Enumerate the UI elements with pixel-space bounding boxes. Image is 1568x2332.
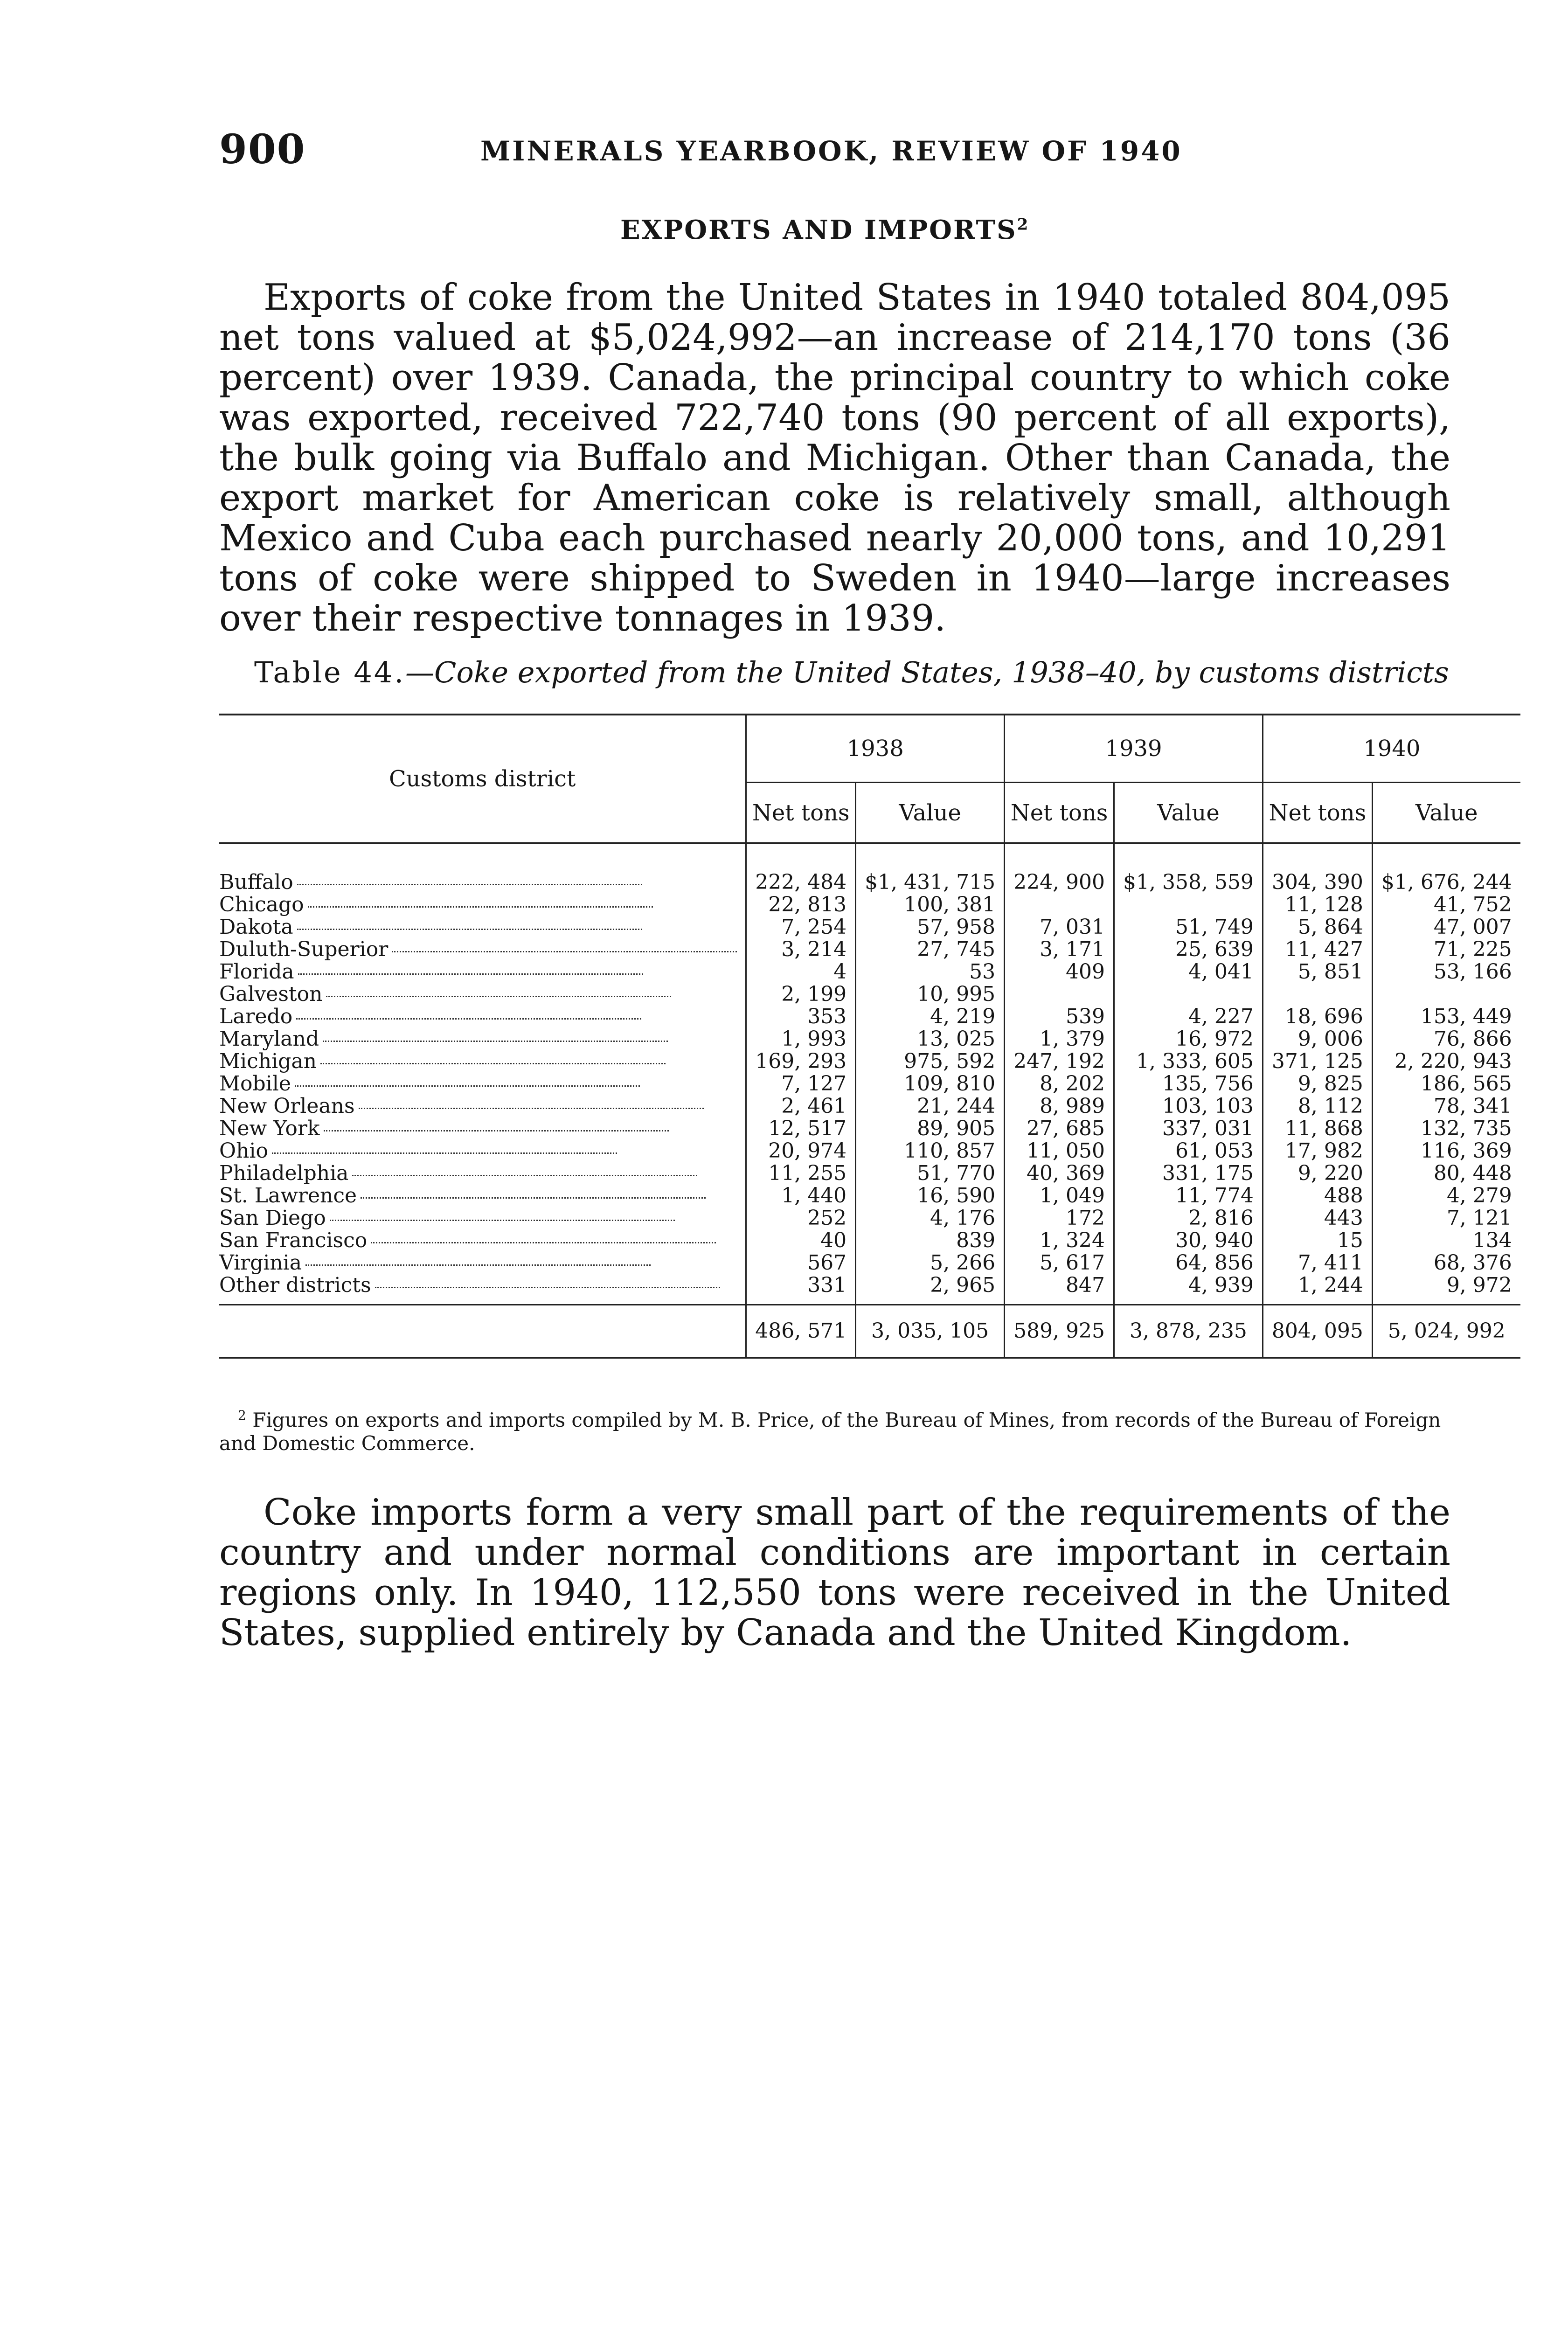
total-cell: 804, 095 [1263,1305,1372,1358]
value-cell: 4, 939 [1114,1274,1263,1305]
value-cell: 80, 448 [1372,1162,1520,1185]
value-cell: 135, 756 [1114,1073,1263,1095]
district-name: Other districts [219,1274,373,1297]
district-name: San Diego [219,1207,328,1229]
net-tons-cell: 1, 324 [1005,1229,1114,1252]
net-tons-header: Net tons [1263,783,1372,844]
district-cell [219,1229,746,1252]
value-cell: 331, 175 [1114,1162,1263,1185]
table-row [219,1117,1520,1140]
district-name: Ohio [219,1140,270,1162]
value-cell: 1, 333, 605 [1114,1050,1263,1073]
district-cell [219,1028,746,1050]
value-cell: 153, 449 [1372,1006,1520,1028]
table-body [219,843,1520,1305]
net-tons-cell: 7, 254 [746,916,856,938]
table-row [219,916,1520,938]
page-header [219,126,1478,177]
exports-paragraph: Exports of coke from the United States in 1940 totaled 804,095 net tons valued at $5,024,992—an increase of 214,170 tons (36 percent) over 1939. Canada, the principal country to which coke was exported, received 722,740 tons (90 percent of all exports), the bulk going via Buffalo and Michigan. Other than Canada, the export market for American coke is relatively small, although Mexico and Cuba each purchased nearly 20,000 tons, and 10,291 tons of coke were shipped to Sweden in 1940—large increases over their respective tonnages in 1939. [219,277,1450,639]
dot-leader [359,1108,704,1109]
value-cell: $1, 676, 244 [1372,843,1520,894]
net-tons-cell [1005,983,1114,1006]
district-name: Michigan [219,1050,319,1073]
value-cell: 9, 972 [1372,1274,1520,1305]
net-tons-cell: 1, 440 [746,1185,856,1207]
table-row [219,1274,1520,1305]
net-tons-cell: 11, 427 [1263,938,1372,961]
value-cell: 53, 166 [1372,961,1520,983]
value-cell: 78, 341 [1372,1095,1520,1117]
value-cell: 51, 749 [1114,916,1263,938]
table-row [219,1185,1520,1207]
net-tons-cell: 222, 484 [746,843,856,894]
total-cell: 3, 035, 105 [856,1305,1005,1358]
net-tons-cell: 17, 982 [1263,1140,1372,1162]
net-tons-header: Net tons [1005,783,1114,844]
table-caption-text: —Coke exported from the United States, 1938–40, by customs districts [405,655,1449,689]
year-header-1939: 1939 [1005,715,1263,783]
total-cell: 5, 024, 992 [1372,1305,1520,1358]
district-cell [219,1117,746,1140]
net-tons-cell: 224, 900 [1005,843,1114,894]
table-row [219,1162,1520,1185]
dot-leader [297,929,642,930]
net-tons-cell: 488 [1263,1185,1372,1207]
district-cell [219,961,746,983]
total-cell: 3, 878, 235 [1114,1305,1263,1358]
net-tons-header: Net tons [746,783,856,844]
dot-leader [296,1018,641,1020]
value-cell: 16, 972 [1114,1028,1263,1050]
net-tons-cell: 9, 006 [1263,1028,1372,1050]
value-cell: 51, 770 [856,1162,1005,1185]
dot-leader [305,1264,651,1266]
value-cell: 2, 816 [1114,1207,1263,1229]
table-row [219,938,1520,961]
net-tons-cell: 3, 171 [1005,938,1114,961]
district-cell [219,916,746,938]
value-cell: 68, 376 [1372,1252,1520,1274]
value-cell: 53 [856,961,1005,983]
section-title-text: EXPORTS AND IMPORTS [620,215,1017,245]
net-tons-cell: 567 [746,1252,856,1274]
district-cell [219,1140,746,1162]
net-tons-cell: 20, 974 [746,1140,856,1162]
table-row [219,1073,1520,1095]
value-cell: 64, 856 [1114,1252,1263,1274]
value-cell: 109, 810 [856,1073,1005,1095]
total-cell: 486, 571 [746,1305,856,1358]
net-tons-cell: 11, 050 [1005,1140,1114,1162]
footnote [219,1404,1450,1455]
net-tons-cell: 1, 049 [1005,1185,1114,1207]
value-cell: 16, 590 [856,1185,1005,1207]
district-cell [219,1207,746,1229]
district-cell [219,1073,746,1095]
value-cell: 4, 041 [1114,961,1263,983]
dot-leader [352,1175,697,1176]
net-tons-cell: 7, 411 [1263,1252,1372,1274]
value-cell: 41, 752 [1372,894,1520,916]
value-cell: 4, 219 [856,1006,1005,1028]
table-row [219,894,1520,916]
table-row [219,1095,1520,1117]
year-header-1938: 1938 [746,715,1005,783]
value-cell: 2, 220, 943 [1372,1050,1520,1073]
dot-leader [298,973,643,975]
net-tons-cell: 443 [1263,1207,1372,1229]
district-name: San Francisco [219,1229,369,1252]
footnote-text: Figures on exports and imports compiled by M. B. Price, of the Bureau of Mines, from records of the Bureau of Foreign and Domestic Commerce. [219,1409,1441,1455]
value-cell: 975, 592 [856,1050,1005,1073]
table-caption [254,655,1449,689]
value-cell: 10, 995 [856,983,1005,1006]
page-number: 900 [219,126,306,173]
net-tons-cell: 22, 813 [746,894,856,916]
district-name: Florida [219,961,296,983]
value-cell: 89, 905 [856,1117,1005,1140]
dot-leader [297,884,642,885]
net-tons-cell [1263,983,1372,1006]
table-row [219,1207,1520,1229]
value-cell: 4, 279 [1372,1185,1520,1207]
net-tons-cell: 1, 993 [746,1028,856,1050]
net-tons-cell: 353 [746,1006,856,1028]
net-tons-cell: 15 [1263,1229,1372,1252]
net-tons-cell: 3, 214 [746,938,856,961]
net-tons-cell: 331 [746,1274,856,1305]
value-cell: 21, 244 [856,1095,1005,1117]
net-tons-cell: 8, 202 [1005,1073,1114,1095]
net-tons-cell: 252 [746,1207,856,1229]
table-row [219,843,1520,894]
value-cell: 57, 958 [856,916,1005,938]
dot-leader [375,1287,720,1288]
coke-exports-table-container [219,714,1512,1359]
value-cell: 27, 745 [856,938,1005,961]
net-tons-cell: 4 [746,961,856,983]
net-tons-cell: 2, 461 [746,1095,856,1117]
dot-leader [272,1152,617,1154]
district-cell [219,938,746,961]
value-cell: 4, 227 [1114,1006,1263,1028]
dot-leader [324,1130,669,1131]
net-tons-cell: 5, 864 [1263,916,1372,938]
totals-row [219,1305,1520,1358]
year-header-1940: 1940 [1263,715,1520,783]
net-tons-cell: 40 [746,1229,856,1252]
value-cell: 839 [856,1229,1005,1252]
net-tons-cell: 12, 517 [746,1117,856,1140]
value-header: Value [1114,783,1263,844]
district-cell [219,843,746,894]
net-tons-cell: 11, 255 [746,1162,856,1185]
table-label: Table 44. [254,655,406,689]
district-name: Maryland [219,1028,321,1050]
value-cell: 100, 381 [856,894,1005,916]
net-tons-cell: 8, 989 [1005,1095,1114,1117]
district-name: New Orleans [219,1095,357,1117]
district-name: St. Lawrence [219,1185,359,1207]
value-cell: 30, 940 [1114,1229,1263,1252]
value-cell: 7, 121 [1372,1207,1520,1229]
table-row [219,961,1520,983]
net-tons-cell: 40, 369 [1005,1162,1114,1185]
district-cell [219,1274,746,1305]
dot-leader [323,1041,668,1042]
district-name: Mobile [219,1073,293,1095]
table-row [219,1028,1520,1050]
dot-leader [320,1063,666,1064]
district-cell [219,1185,746,1207]
district-cell [219,983,746,1006]
table-row [219,1140,1520,1162]
dot-leader [392,951,737,952]
value-cell: 186, 565 [1372,1073,1520,1095]
net-tons-cell: 2, 199 [746,983,856,1006]
district-name: Duluth-Superior [219,938,390,961]
value-header: Value [1372,783,1520,844]
value-cell: 103, 103 [1114,1095,1263,1117]
net-tons-cell: 169, 293 [746,1050,856,1073]
net-tons-cell: 539 [1005,1006,1114,1028]
net-tons-cell: 5, 617 [1005,1252,1114,1274]
district-cell [219,1252,746,1274]
value-cell [1372,983,1520,1006]
net-tons-cell: 304, 390 [1263,843,1372,894]
value-cell: $1, 358, 559 [1114,843,1263,894]
net-tons-cell: 11, 128 [1263,894,1372,916]
net-tons-cell: 7, 031 [1005,916,1114,938]
value-cell: 134 [1372,1229,1520,1252]
dot-leader [295,1085,640,1087]
net-tons-cell: 409 [1005,961,1114,983]
value-cell: 4, 176 [856,1207,1005,1229]
value-cell [1114,894,1263,916]
net-tons-cell: 27, 685 [1005,1117,1114,1140]
value-cell: 61, 053 [1114,1140,1263,1162]
district-cell [219,1095,746,1117]
district-cell [219,1050,746,1073]
district-name: Philadelphia [219,1162,350,1185]
district-name: Buffalo [219,870,295,894]
value-cell: 71, 225 [1372,938,1520,961]
value-cell: 2, 965 [856,1274,1005,1305]
district-cell [219,1162,746,1185]
net-tons-cell: 172 [1005,1207,1114,1229]
value-cell: 132, 735 [1372,1117,1520,1140]
table-row [219,983,1520,1006]
district-name: Galveston [219,983,324,1006]
net-tons-cell: 1, 379 [1005,1028,1114,1050]
value-cell: 116, 369 [1372,1140,1520,1162]
district-cell [219,894,746,916]
value-cell: 110, 857 [856,1140,1005,1162]
value-cell: 13, 025 [856,1028,1005,1050]
dot-leader [326,996,671,997]
imports-paragraph: Coke imports form a very small part of the requirements of the country and under normal conditions are important in certain regions only. In 1940, 112,550 tons were received in the United States, supplied entirely by Canada and the United Kingdom. [219,1492,1450,1654]
net-tons-cell: 9, 220 [1263,1162,1372,1185]
district-column-header: Customs district [219,715,746,843]
district-name: New York [219,1117,322,1140]
value-header: Value [856,783,1005,844]
table-row [219,1229,1520,1252]
table-row [219,1006,1520,1028]
value-cell: 5, 266 [856,1252,1005,1274]
district-cell [219,1006,746,1028]
net-tons-cell: 11, 868 [1263,1117,1372,1140]
net-tons-cell: 5, 851 [1263,961,1372,983]
section-title [620,215,1029,245]
net-tons-cell: 9, 825 [1263,1073,1372,1095]
net-tons-cell: 7, 127 [746,1073,856,1095]
net-tons-cell: 247, 192 [1005,1050,1114,1073]
value-cell: $1, 431, 715 [856,843,1005,894]
net-tons-cell: 371, 125 [1263,1050,1372,1073]
coke-exports-table [219,714,1520,1359]
district-name: Virginia [219,1252,304,1274]
value-cell: 47, 007 [1372,916,1520,938]
district-name: Dakota [219,916,295,938]
footnote-mark: 2 [238,1408,246,1423]
dot-leader [361,1197,706,1199]
net-tons-cell: 18, 696 [1263,1006,1372,1028]
running-title: MINERALS YEARBOOK, REVIEW OF 1940 [480,135,1182,167]
dot-leader [371,1242,716,1243]
net-tons-cell: 8, 112 [1263,1095,1372,1117]
district-name: Laredo [219,1006,294,1028]
net-tons-cell: 847 [1005,1274,1114,1305]
net-tons-cell [1005,894,1114,916]
value-cell: 11, 774 [1114,1185,1263,1207]
footnote-reference: 2 [1017,215,1030,234]
dot-leader [308,906,653,908]
value-cell: 337, 031 [1114,1117,1263,1140]
total-cell: 589, 925 [1005,1305,1114,1358]
dot-leader [330,1220,675,1221]
value-cell [1114,983,1263,1006]
value-cell: 25, 639 [1114,938,1263,961]
value-cell: 76, 866 [1372,1028,1520,1050]
table-row [219,1050,1520,1073]
totals-label-cell [219,1305,746,1358]
table-row [219,1252,1520,1274]
district-name: Chicago [219,894,306,916]
net-tons-cell: 1, 244 [1263,1274,1372,1305]
